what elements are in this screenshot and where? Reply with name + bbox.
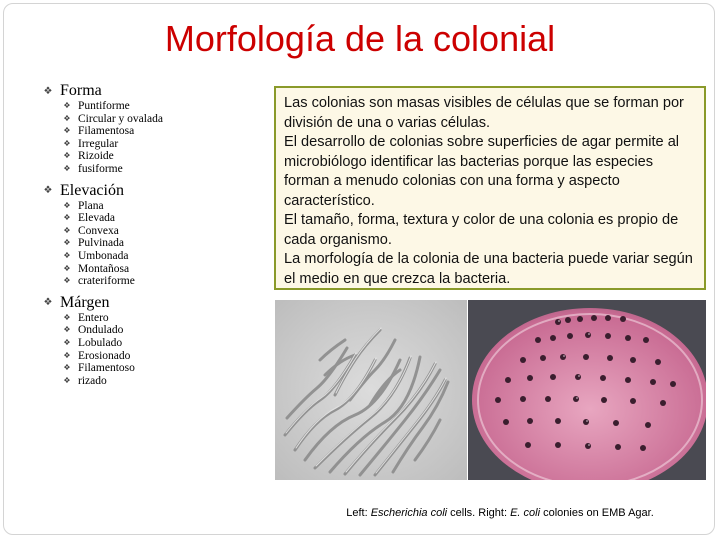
bullet-icon: ❖ [63,238,71,248]
list-item [62,250,272,263]
bullet-icon: ❖ [63,363,71,373]
bullet-icon: ❖ [63,213,71,223]
caption-right-species: E. coli [510,507,541,519]
list-item-label: Erosionado [78,349,131,362]
bullet-icon: ❖ [63,375,71,385]
bullet-icon: ❖ [63,200,71,210]
list-item-label: Lobulado [78,336,123,349]
list-item [62,312,272,325]
description-paragraph: La morfología de la colonia de una bacteria puede variar según el medio en que crezca la bacteria. [284,251,693,287]
bullet-icon: ❖ [63,126,71,136]
caption-right-rest: colonies on EMB Agar. [540,507,654,519]
sub-list [62,200,272,288]
section-heading [42,294,272,312]
section-heading [42,182,272,200]
description-paragraph: Las colonias son masas visibles de células que se forman por división de una o varias células. [284,95,684,131]
list-item [62,100,272,113]
list-item-label: Puntiforme [78,100,130,112]
section-heading [42,82,272,100]
bullet-icon: ❖ [43,297,53,309]
list-item-label: Pulvinada [78,237,124,250]
list-item-label: Plana [78,199,104,212]
list-item [62,350,272,363]
outline-section-forma [42,82,272,176]
ecoli-cells-image [275,300,467,480]
list-item [62,113,272,126]
list-item-label: Circular y ovalada [78,112,163,125]
list-item-label: Filamentoso [78,362,135,375]
outline-section-elevacion [42,182,272,288]
sub-list [62,100,272,176]
list-item-label: Ondulado [78,324,124,337]
bullet-icon: ❖ [43,85,53,97]
section-heading-label: Márgen [60,293,110,311]
ecoli-cells-micrograph [275,300,467,480]
description-paragraph: El desarrollo de colonias sobre superficies de agar permite al microbiólogo identificar las bacterias porque las especies forman a menudo colonias con una forma y aspecto característico. [284,134,680,209]
list-item [62,263,272,276]
list-item-label: fusiforme [78,162,123,175]
bullet-icon: ❖ [63,325,71,335]
bullet-icon: ❖ [63,250,71,260]
description-textbox [274,86,706,290]
list-item-label: rizado [78,374,107,387]
caption-left-species: Escherichia coli [370,507,448,519]
list-item [62,163,272,176]
bullet-icon: ❖ [63,101,71,110]
list-item [62,212,272,225]
description-paragraph: El tamaño, forma, textura y color de una colonia es propio de cada organismo. [284,212,679,248]
list-item-label: Irregular [78,137,119,150]
list-item-label: Entero [78,311,109,324]
list-item [62,150,272,163]
bullet-icon: ❖ [63,163,71,173]
slide-title: Morfología de la colonial [164,18,556,59]
section-heading-label: Elevación [60,181,124,199]
list-item [62,324,272,337]
emb-agar-plate-photo [468,300,706,480]
caption-left-label: Left: [346,507,371,519]
bullet-icon: ❖ [63,225,71,235]
list-item [62,337,272,350]
list-item [62,225,272,238]
ecoli-colonies-image [468,300,706,480]
bullet-icon: ❖ [43,185,53,197]
sub-list [62,312,272,388]
list-item-label: Elevada [78,212,116,225]
list-item-label: crateriforme [78,275,135,288]
bullet-icon: ❖ [63,138,71,148]
bullet-icon: ❖ [63,312,71,322]
caption-left-rest: cells. Right: [447,507,511,519]
list-item [62,275,272,288]
list-item [62,362,272,375]
list-item-label: Umbonada [78,249,129,262]
list-item [62,200,272,213]
bullet-icon: ❖ [63,263,71,273]
bullet-icon: ❖ [63,337,71,347]
bullet-icon: ❖ [63,350,71,360]
figure-caption [300,507,700,519]
section-heading-label: Forma [60,82,102,99]
outline-section-margen [42,294,272,388]
list-item-label: Montañosa [78,262,130,275]
list-item [62,237,272,250]
list-item [62,125,272,138]
list-item-label: Filamentosa [78,125,135,138]
morphology-outline [42,82,272,393]
bullet-icon: ❖ [63,276,71,286]
list-item [62,375,272,388]
list-item [62,138,272,151]
list-item-label: Convexa [78,224,119,237]
bullet-icon: ❖ [63,113,71,123]
list-item-label: Rizoide [78,150,114,163]
bullet-icon: ❖ [63,151,71,161]
